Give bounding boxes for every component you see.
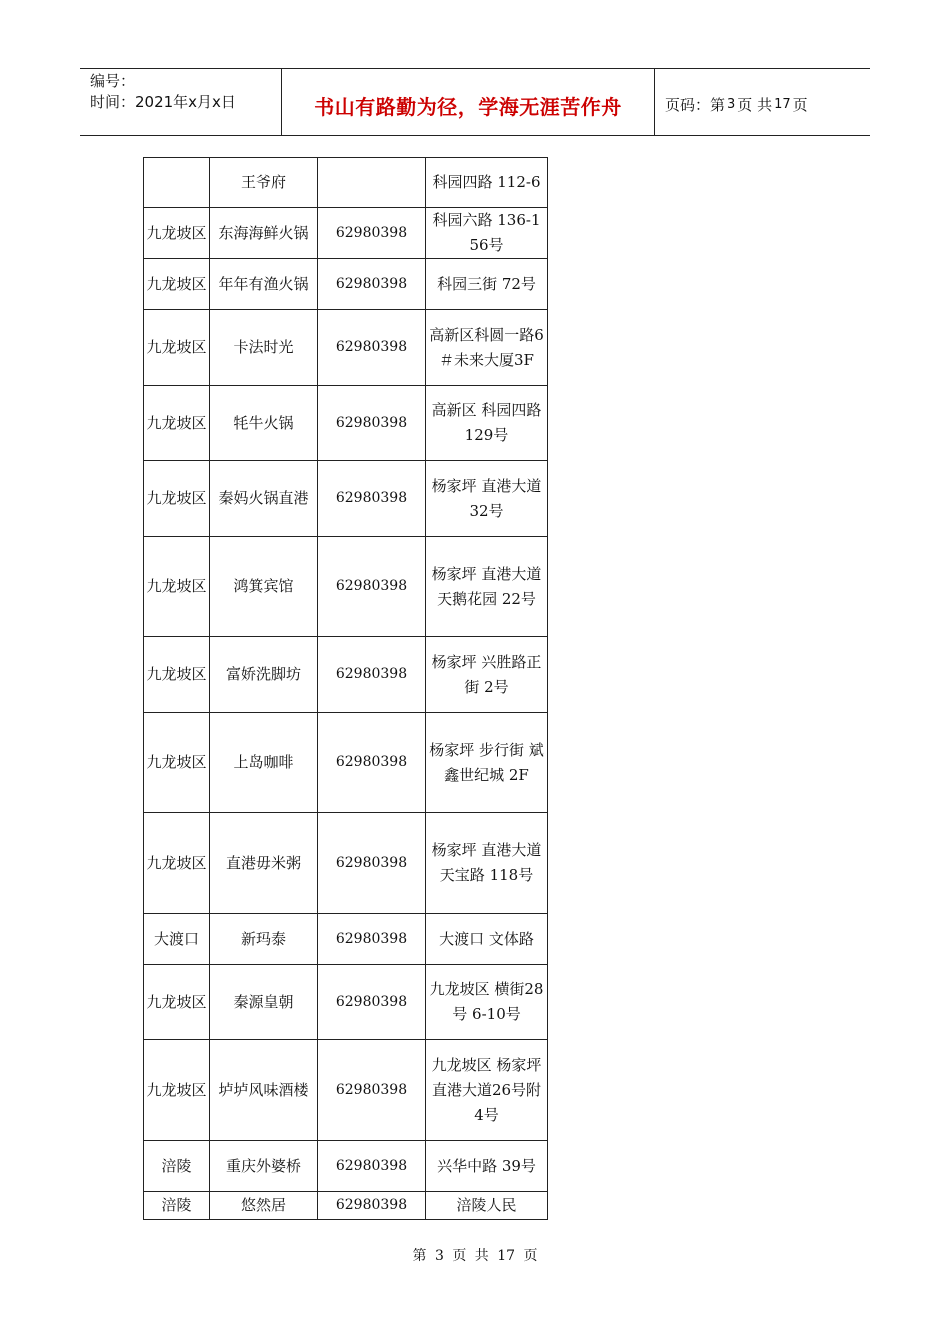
address-cell: 杨家坪 步行街 斌鑫世纪城 2F	[426, 713, 548, 813]
page-prefix: 页码：第	[665, 95, 726, 114]
table-row	[144, 965, 548, 1040]
header-meta	[80, 69, 282, 135]
venue-name-cell: 鸿箕宾馆	[210, 537, 318, 637]
venue-name-cell: 秦源皇朝	[210, 965, 318, 1040]
venue-name-cell: 悠然居	[210, 1192, 318, 1220]
table-row	[144, 386, 548, 461]
page-suffix: 页	[792, 95, 808, 114]
district-cell: 九龙坡区	[144, 208, 210, 259]
header-page-info	[655, 69, 870, 135]
address-cell: 杨家坪 直港大道 32号	[426, 461, 548, 537]
header-motto: 书山有路勤为径，学海无涯苦作舟	[282, 69, 655, 135]
table-row	[144, 813, 548, 914]
table-row	[144, 1040, 548, 1141]
venue-name-cell: 秦妈火锅直港	[210, 461, 318, 537]
phone-cell: 62980398	[318, 813, 426, 914]
table-row	[144, 461, 548, 537]
venue-name-cell: 富娇洗脚坊	[210, 637, 318, 713]
phone-cell: 62980398	[318, 1040, 426, 1141]
page-mid: 页 共	[737, 95, 773, 114]
address-cell: 杨家坪 兴胜路正街 2号	[426, 637, 548, 713]
address-cell: 杨家坪 直港大道 天宝路 118号	[426, 813, 548, 914]
district-cell: 九龙坡区	[144, 259, 210, 310]
phone-cell: 62980398	[318, 461, 426, 537]
table-row	[144, 208, 548, 259]
document-number-label: 编号：	[90, 72, 136, 90]
district-cell	[144, 158, 210, 208]
district-cell: 九龙坡区	[144, 1040, 210, 1141]
table-row	[144, 914, 548, 965]
table-row	[144, 713, 548, 813]
phone-cell: 62980398	[318, 386, 426, 461]
district-cell: 九龙坡区	[144, 310, 210, 386]
venue-name-cell: 重庆外婆桥	[210, 1141, 318, 1192]
footer-mid: 页 共	[452, 1248, 489, 1264]
venue-name-cell: 王爷府	[210, 158, 318, 208]
table-row	[144, 637, 548, 713]
address-cell: 高新区科圆一路6＃未来大厦3F	[426, 310, 548, 386]
address-cell: 九龙坡区 横街28号 6-10号	[426, 965, 548, 1040]
phone-cell: 62980398	[318, 637, 426, 713]
venue-name-cell: 垆垆风味酒楼	[210, 1040, 318, 1141]
page-header	[80, 68, 870, 136]
district-cell: 九龙坡区	[144, 461, 210, 537]
district-cell: 九龙坡区	[144, 537, 210, 637]
district-cell: 涪陵	[144, 1141, 210, 1192]
phone-cell: 62980398	[318, 310, 426, 386]
venue-name-cell: 年年有渔火锅	[210, 259, 318, 310]
district-cell: 九龙坡区	[144, 813, 210, 914]
footer-prefix: 第	[412, 1248, 427, 1264]
table-row	[144, 1141, 548, 1192]
table-row	[144, 158, 548, 208]
address-cell: 科园六路 136-156号	[426, 208, 548, 259]
address-cell: 涪陵人民	[426, 1192, 548, 1220]
phone-cell: 62980398	[318, 259, 426, 310]
footer-suffix: 页	[523, 1248, 538, 1264]
venue-name-cell: 上岛咖啡	[210, 713, 318, 813]
district-cell: 九龙坡区	[144, 965, 210, 1040]
venue-name-cell: 新玛泰	[210, 914, 318, 965]
address-cell: 科园三街 72号	[426, 259, 548, 310]
address-cell: 杨家坪 直港大道 天鹅花园 22号	[426, 537, 548, 637]
page-total: 17	[774, 96, 791, 112]
district-cell: 九龙坡区	[144, 713, 210, 813]
address-cell: 九龙坡区 杨家坪直港大道26号附4号	[426, 1040, 548, 1141]
address-cell: 高新区 科园四路 129号	[426, 386, 548, 461]
address-cell: 大渡口 文体路	[426, 914, 548, 965]
page-current: 3	[727, 96, 736, 112]
address-cell: 兴华中路 39号	[426, 1141, 548, 1192]
venue-name-cell: 东海海鲜火锅	[210, 208, 318, 259]
document-time: 时间：2021年x月x日	[90, 93, 236, 111]
table-row	[144, 310, 548, 386]
footer-page-total: 17	[497, 1248, 516, 1264]
table-row	[144, 1192, 548, 1220]
phone-cell: 62980398	[318, 208, 426, 259]
district-cell: 九龙坡区	[144, 637, 210, 713]
phone-cell	[318, 158, 426, 208]
venue-name-cell: 牦牛火锅	[210, 386, 318, 461]
venue-name-cell: 直港毋米粥	[210, 813, 318, 914]
district-cell: 涪陵	[144, 1192, 210, 1220]
district-cell: 大渡口	[144, 914, 210, 965]
table-row	[144, 259, 548, 310]
phone-cell: 62980398	[318, 537, 426, 637]
directory-table	[143, 157, 548, 1220]
phone-cell: 62980398	[318, 713, 426, 813]
footer-page-current: 3	[434, 1248, 444, 1264]
district-cell: 九龙坡区	[144, 386, 210, 461]
phone-cell: 62980398	[318, 1192, 426, 1220]
phone-cell: 62980398	[318, 965, 426, 1040]
address-cell: 科园四路 112-6	[426, 158, 548, 208]
table-row	[144, 537, 548, 637]
phone-cell: 62980398	[318, 914, 426, 965]
phone-cell: 62980398	[318, 1141, 426, 1192]
page-footer	[0, 1245, 950, 1265]
venue-name-cell: 卡法时光	[210, 310, 318, 386]
